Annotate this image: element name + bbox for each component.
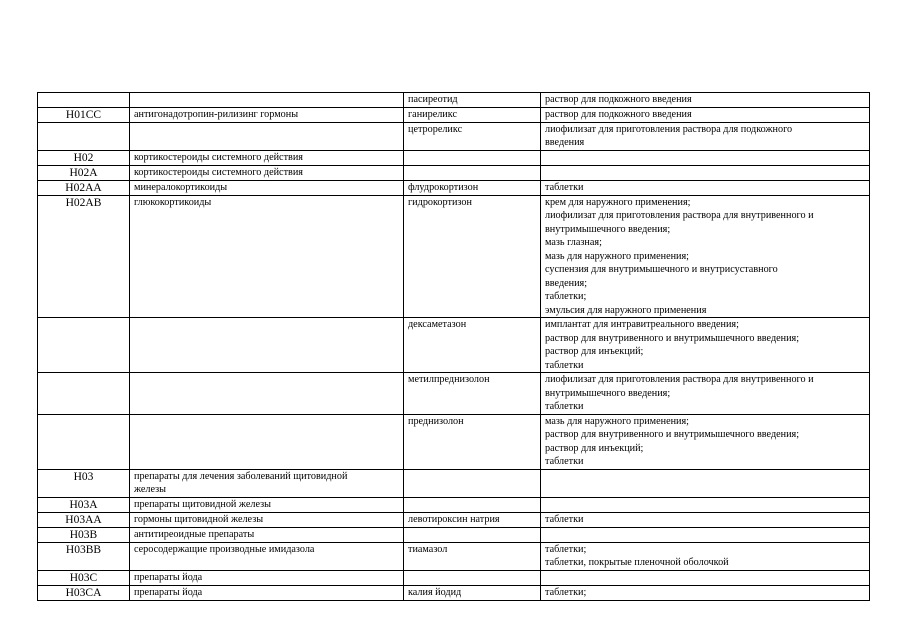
group-cell bbox=[130, 122, 404, 150]
table-row bbox=[38, 122, 870, 150]
code-cell: H03A bbox=[38, 497, 130, 512]
forms-cell bbox=[541, 318, 870, 373]
forms-cell bbox=[541, 585, 870, 600]
table-row bbox=[38, 107, 870, 122]
table-row bbox=[38, 165, 870, 180]
drug-text-line: ганиреликс bbox=[408, 108, 457, 120]
forms-cell bbox=[541, 497, 870, 512]
forms-cell bbox=[541, 414, 870, 469]
table-row bbox=[38, 150, 870, 165]
group-text-line: антигонадотропин-рилизинг гормоны bbox=[134, 108, 299, 120]
group-cell bbox=[130, 469, 404, 497]
forms-cell bbox=[541, 469, 870, 497]
group-cell bbox=[130, 527, 404, 542]
drug-text-line: гидрокортизон bbox=[408, 196, 472, 208]
forms-cell bbox=[541, 180, 870, 195]
group-text-line: препараты йода bbox=[134, 571, 203, 583]
drug-cell bbox=[404, 497, 541, 512]
code-cell bbox=[38, 93, 130, 108]
drug-text-line: калия йодид bbox=[408, 586, 462, 598]
code-cell: H02A bbox=[38, 165, 130, 180]
group-text-line: кортикостероиды системного действия bbox=[134, 151, 303, 163]
drug-cell bbox=[404, 122, 541, 150]
forms-cell bbox=[541, 373, 870, 415]
forms-text-line: введения; bbox=[545, 277, 588, 289]
drug-cell bbox=[404, 542, 541, 570]
group-text-line: препараты щитовидной железы bbox=[134, 498, 271, 510]
forms-text-line: таблетки; bbox=[545, 543, 587, 555]
code-cell bbox=[38, 318, 130, 373]
forms-text-line: мазь для наружного применения; bbox=[545, 250, 690, 262]
group-cell bbox=[130, 585, 404, 600]
forms-text-line: введения bbox=[545, 137, 585, 148]
drug-text-line: пасиреотид bbox=[408, 94, 458, 105]
group-cell bbox=[130, 318, 404, 373]
forms-text-line: таблетки; bbox=[545, 586, 587, 598]
drug-text-line: метилпреднизолон bbox=[408, 374, 490, 385]
forms-text-line: раствор для подкожного введения bbox=[545, 94, 692, 105]
group-text-line: минералокортикоиды bbox=[134, 181, 228, 193]
forms-text-line: раствор для внутривенного и внутримышечного введения; bbox=[545, 332, 800, 344]
forms-text-line: лиофилизат для приготовления раствора для внутривенного и bbox=[545, 374, 814, 385]
group-text-line: препараты йода bbox=[134, 586, 203, 598]
code-cell: H03CA bbox=[38, 585, 130, 600]
code-cell: H03AA bbox=[38, 512, 130, 527]
table-row bbox=[38, 180, 870, 195]
drug-cell bbox=[404, 150, 541, 165]
drug-cell bbox=[404, 512, 541, 527]
forms-cell bbox=[541, 512, 870, 527]
forms-cell bbox=[541, 542, 870, 570]
drug-text-line: левотироксин натрия bbox=[408, 513, 500, 525]
forms-text-line: лиофилизат для приготовления раствора для внутривенного и bbox=[545, 210, 814, 221]
drug-cell bbox=[404, 318, 541, 373]
forms-text-line: лиофилизат для приготовления раствора для подкожного bbox=[545, 123, 793, 135]
forms-text-line: внутримышечного введения; bbox=[545, 223, 671, 235]
table-row bbox=[38, 527, 870, 542]
forms-text-line: мазь глазная; bbox=[545, 237, 602, 248]
drug-text-line: дексаметазон bbox=[408, 319, 467, 330]
group-cell bbox=[130, 542, 404, 570]
forms-text-line: мазь для наружного применения; bbox=[545, 415, 690, 427]
forms-text-line: раствор для подкожного введения bbox=[545, 108, 692, 120]
forms-text-line: таблетки bbox=[545, 401, 584, 412]
group-cell bbox=[130, 150, 404, 165]
table-row bbox=[38, 195, 870, 318]
forms-text-line: таблетки bbox=[545, 181, 584, 193]
group-cell bbox=[130, 512, 404, 527]
forms-cell bbox=[541, 150, 870, 165]
group-cell bbox=[130, 570, 404, 585]
group-cell bbox=[130, 93, 404, 108]
group-text-line: антитиреоидные препараты bbox=[134, 528, 255, 540]
code-cell: H02AA bbox=[38, 180, 130, 195]
group-cell bbox=[130, 165, 404, 180]
group-cell bbox=[130, 373, 404, 415]
forms-text-line: эмульсия для наружного применения bbox=[545, 304, 707, 316]
group-cell bbox=[130, 195, 404, 318]
group-cell bbox=[130, 497, 404, 512]
forms-cell bbox=[541, 195, 870, 318]
table-row bbox=[38, 585, 870, 600]
group-text-line: гормоны щитовидной железы bbox=[134, 513, 264, 525]
forms-text-line: раствор для инъекций; bbox=[545, 442, 644, 454]
table-body bbox=[38, 93, 870, 601]
forms-text-line: крем для наружного применения; bbox=[545, 196, 691, 208]
table-row bbox=[38, 542, 870, 570]
drug-cell bbox=[404, 180, 541, 195]
code-cell: H03BB bbox=[38, 542, 130, 570]
forms-text-line: таблетки; bbox=[545, 291, 587, 302]
drug-cell bbox=[404, 469, 541, 497]
drug-text-line: флудрокортизон bbox=[408, 181, 479, 193]
forms-cell bbox=[541, 93, 870, 108]
code-cell: H01CC bbox=[38, 107, 130, 122]
forms-cell bbox=[541, 122, 870, 150]
forms-text-line: таблетки, покрытые пленочной оболочкой bbox=[545, 557, 729, 568]
drug-cell bbox=[404, 585, 541, 600]
forms-text-line: суспензия для внутримышечного и внутрисуставного bbox=[545, 264, 778, 275]
group-text-line: глюкокортикоиды bbox=[134, 196, 212, 208]
group-text-line: железы bbox=[134, 484, 167, 495]
forms-text-line: раствор для внутривенного и внутримышечного введения; bbox=[545, 429, 800, 440]
table-row bbox=[38, 512, 870, 527]
group-text-line: кортикостероиды системного действия bbox=[134, 166, 303, 178]
drug-cell bbox=[404, 570, 541, 585]
code-cell: H02AB bbox=[38, 195, 130, 318]
code-cell: H03C bbox=[38, 570, 130, 585]
forms-text-line: таблетки bbox=[545, 456, 584, 467]
drug-cell bbox=[404, 195, 541, 318]
table-row bbox=[38, 93, 870, 108]
group-cell bbox=[130, 414, 404, 469]
forms-text-line: таблетки bbox=[545, 513, 584, 525]
forms-cell bbox=[541, 527, 870, 542]
forms-text-line: раствор для инъекций; bbox=[545, 346, 644, 357]
drug-cell bbox=[404, 165, 541, 180]
code-cell: H03B bbox=[38, 527, 130, 542]
table-row bbox=[38, 497, 870, 512]
drug-text-line: преднизолон bbox=[408, 415, 464, 427]
drug-cell bbox=[404, 107, 541, 122]
table-row bbox=[38, 414, 870, 469]
table-row bbox=[38, 570, 870, 585]
forms-cell bbox=[541, 570, 870, 585]
forms-text-line: таблетки bbox=[545, 359, 584, 371]
table-row bbox=[38, 373, 870, 415]
group-cell bbox=[130, 107, 404, 122]
forms-cell bbox=[541, 107, 870, 122]
code-cell: H03 bbox=[38, 469, 130, 497]
drug-text-line: тиамазол bbox=[408, 543, 448, 555]
code-cell bbox=[38, 373, 130, 415]
drug-text-line: цетрореликс bbox=[408, 123, 463, 135]
table-row bbox=[38, 318, 870, 373]
group-cell bbox=[130, 180, 404, 195]
code-cell: H02 bbox=[38, 150, 130, 165]
table-row bbox=[38, 469, 870, 497]
drug-cell bbox=[404, 414, 541, 469]
group-text-line: серосодержащие производные имидазола bbox=[134, 543, 315, 555]
forms-text-line: имплантат для интравитреального введения; bbox=[545, 319, 739, 330]
code-cell bbox=[38, 122, 130, 150]
code-cell bbox=[38, 414, 130, 469]
atc-drug-table bbox=[37, 92, 870, 601]
forms-text-line: внутримышечного введения; bbox=[545, 387, 671, 399]
group-text-line: препараты для лечения заболеваний щитовидной bbox=[134, 470, 348, 482]
drug-cell bbox=[404, 93, 541, 108]
drug-cell bbox=[404, 527, 541, 542]
drug-cell bbox=[404, 373, 541, 415]
forms-cell bbox=[541, 165, 870, 180]
